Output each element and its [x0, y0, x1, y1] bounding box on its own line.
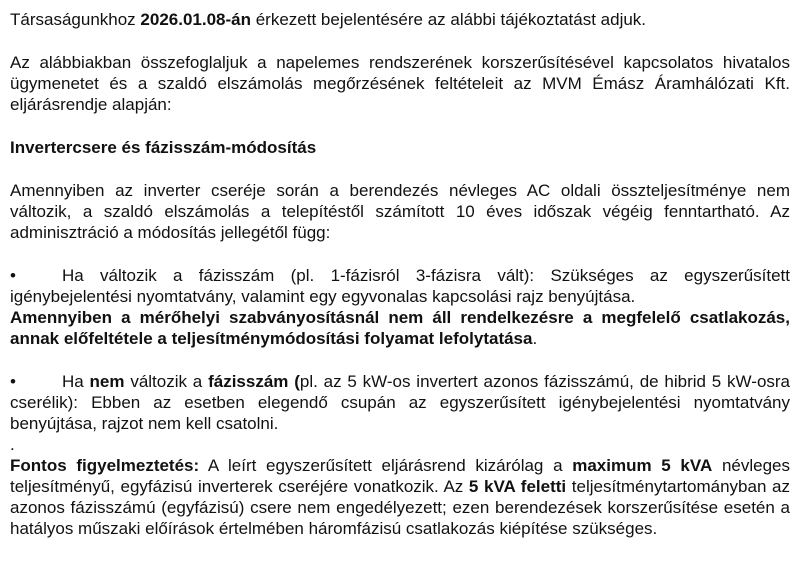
warning-label-bold: Fontos figyelmeztetés: — [10, 456, 200, 475]
intro-text-1: Társaságunkhoz — [10, 10, 141, 29]
bullet1-note-period: . — [532, 329, 538, 348]
bullet1-text: Ha változik a fázisszám (pl. 1-fázisról 3-fázisra vált): Szükséges az egyszerűsített igénybejelentési nyomtatvány, valamint egy egyvonalas kapcsolási rajz benyújtása. — [10, 266, 790, 306]
bullet-icon: • — [10, 372, 16, 391]
bullet2-text-3: pl. az 5 kW-os invertert azonos fázisszámú, de hibrid 5 kW-osra cserélik): Ebben az esetben elegendő csupán az egyszerűsített igénybejelentési nyomtatvány benyújtása, rajzot nem kell csatolni. — [10, 372, 791, 433]
paragraph-summary: Az alábbiakban összefoglaljuk a napelemes rendszerének korszerűsítésével kapcsolatos hivatalos ügymenetet és a szaldó elszámolás megőrzésének feltételeit az MVM Émász Áramhálózati Kft. eljárásrendje alapján: — [10, 53, 790, 114]
bullet2-text-1: Ha — [62, 372, 90, 391]
paragraph-intro — [10, 9, 790, 30]
intro-text-2: érkezett bejelentésére az alábbi tájékoztatást adjuk. — [251, 10, 647, 29]
intro-date-bold: 2026.01.08-án — [140, 10, 251, 29]
paragraph-warning — [10, 455, 790, 539]
bullet-item-no-phase-change — [10, 371, 790, 434]
warning-text-3: teljesítménytartományban az azonos fázisszámú (egyfázisú) csere nem engedélyezett; ezen berendezések korszerűsítése esetén a hatályos műszaki előírások értelmében háromfázisú csatlakozás kiépítése szükséges. — [10, 477, 790, 538]
bullet1-note-bold: Amennyiben a mérőhelyi szabványosításnál nem áll rendelkezésre a megfelelő csatlakozás, annak előfeltétele a teljesítménymódosítási folyamat lefolytatása — [10, 308, 790, 348]
bullet2-bold-nem: nem — [89, 372, 125, 391]
bullet-item-phase-change — [10, 265, 790, 307]
bullet2-bold-fazisszam: fázisszám ( — [208, 372, 300, 391]
warning-bold-5kva-feletti: 5 kVA feletti — [468, 477, 567, 496]
warning-text-1: A leírt egyszerűsített eljárásrend kizárólag a — [199, 456, 573, 475]
warning-bold-max-5kva: maximum 5 kVA — [572, 456, 713, 475]
bullet2-text-2: változik a — [124, 372, 209, 391]
bullet1-bold-note — [10, 307, 790, 349]
warning-text-2: névleges teljesítményű, egyfázisú inverterek cseréjére vonatkozik. Az — [10, 456, 790, 496]
stray-period-line: . — [10, 435, 15, 454]
section-heading: Invertercsere és fázisszám-módosítás — [10, 138, 317, 157]
paragraph-conditions: Amennyiben az inverter cseréje során a berendezés névleges AC oldali összteljesítménye nem változik, a szaldó elszámolás a telepítéstől számított 10 éves időszak végéig fenntartható. Az adminisztráció a módosítás jellegétől függ: — [10, 181, 790, 242]
bullet-icon: • — [10, 266, 16, 285]
